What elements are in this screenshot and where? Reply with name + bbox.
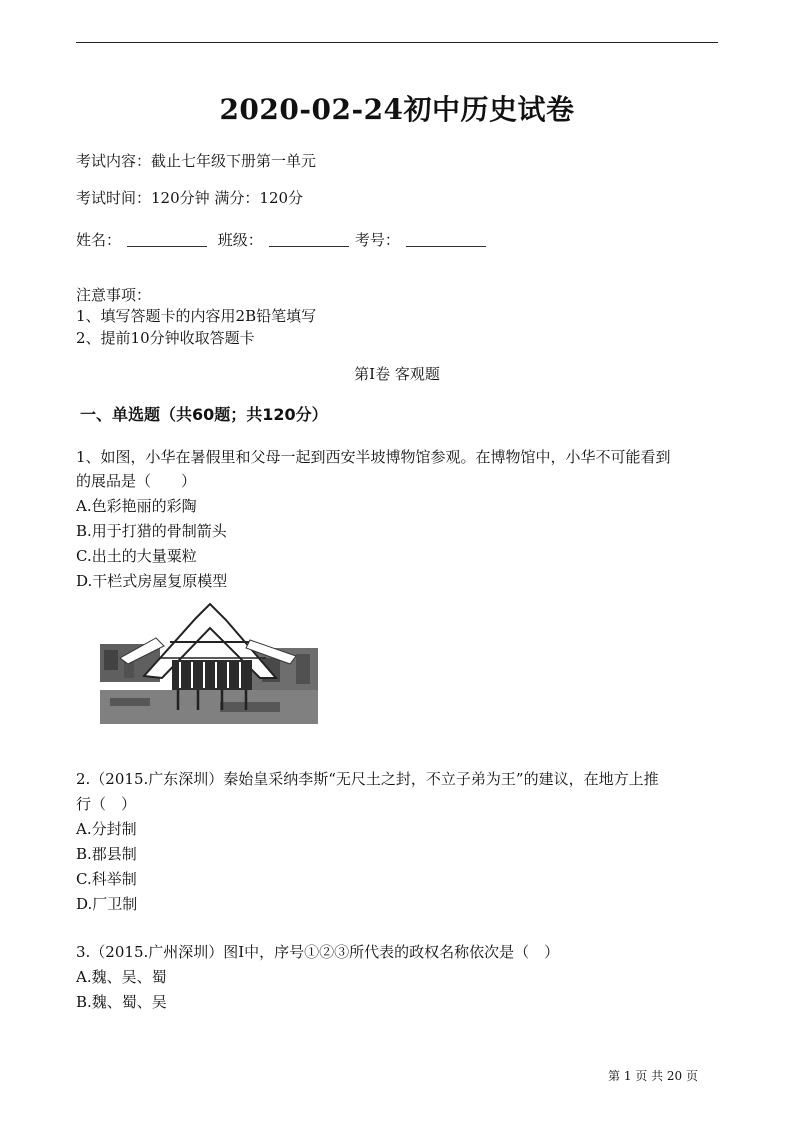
part-title: 第Ⅰ卷 客观题 (354, 365, 440, 383)
question-1-option-a: A.色彩艳丽的彩陶 (76, 497, 197, 515)
question-1-option-d: D.干栏式房屋复原模型 (76, 572, 228, 590)
question-2-stem: 2.（2015.广东深圳）秦始皇采纳李斯“无尺土之封，不立子弟为王”的建议，在地方上推 (76, 770, 659, 788)
name-blank[interactable] (127, 232, 207, 247)
question-2-option-a: A.分封制 (76, 820, 137, 838)
header-rule (76, 42, 718, 43)
name-label: 姓名： (76, 231, 122, 249)
question-1-stem: 1、如图，小华在暑假里和父母一起到西安半坡博物馆参观。在博物馆中，小华不可能看到 (76, 448, 671, 466)
exam-content: 考试内容：截止七年级下册第一单元 (76, 152, 317, 170)
student-info-line (76, 229, 492, 250)
number-blank[interactable] (406, 232, 486, 247)
question-2-option-d: D.厂卫制 (76, 895, 138, 913)
section-title: 一、单选题（共60题；共120分） (80, 405, 328, 424)
class-blank[interactable] (269, 232, 349, 247)
exam-time: 考试时间：120分钟 满分：120分 (76, 189, 304, 207)
class-label: 班级： (217, 231, 263, 249)
question-2-option-c: C.科举制 (76, 870, 137, 888)
question-2-option-b: B.郡县制 (76, 845, 137, 863)
note-item: 1、填写答题卡的内容用2B铅笔填写 (76, 307, 317, 325)
notes-heading: 注意事项： (76, 286, 152, 304)
number-label: 考号： (354, 231, 400, 249)
question-1-stem-cont: 的展品是（ ） (76, 472, 197, 490)
question-3-stem: 3.（2015.广州深圳）图Ⅰ中，序号①②③所代表的政权名称依次是（ ） (76, 943, 560, 961)
note-item: 2、提前10分钟收取答题卡 (76, 329, 255, 347)
question-3-option-a: A.魏、吴、蜀 (76, 968, 167, 986)
page-footer: 第 1 页 共 20 页 (608, 1069, 698, 1083)
question-3-option-b: B.魏、蜀、吴 (76, 993, 167, 1011)
question-2-stem-cont: 行（ ） (76, 795, 137, 813)
page-title: 2020-02-24初中历史试卷 (219, 93, 575, 126)
stilt-house-image (100, 598, 318, 724)
question-1-option-c: C.出土的大量粟粒 (76, 547, 197, 565)
question-1-option-b: B.用于打猎的骨制箭头 (76, 522, 227, 540)
